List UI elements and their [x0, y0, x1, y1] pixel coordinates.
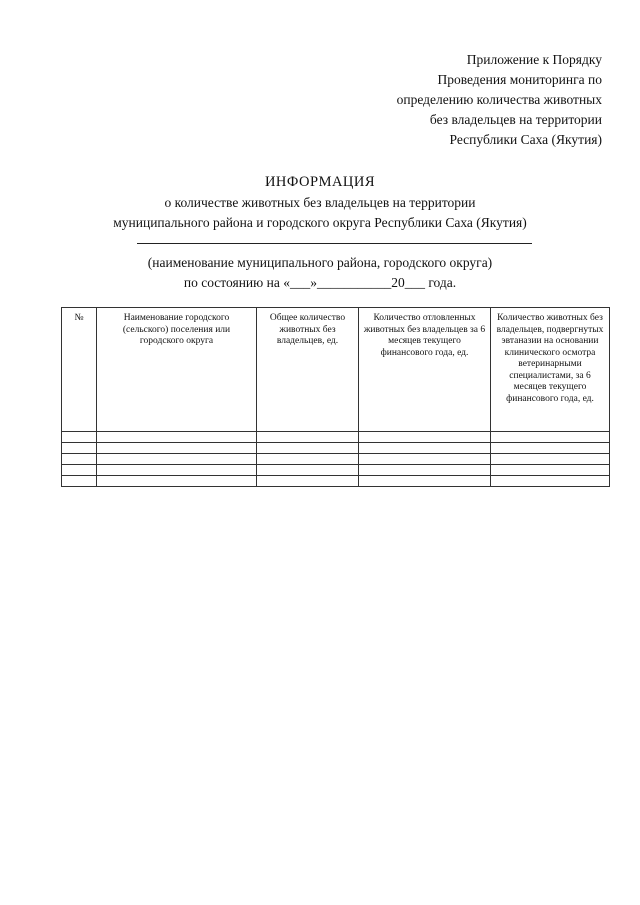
table-cell[interactable]	[359, 454, 491, 465]
report-table	[61, 307, 610, 487]
column-header-captured: Количество отловленных животных без владельцев за 6 месяцев текущего финансового года, ед.	[359, 308, 491, 432]
appendix-line: Проведения мониторинга по	[437, 72, 602, 87]
table-cell[interactable]	[257, 476, 359, 487]
table-cell[interactable]	[62, 432, 97, 443]
table-row	[62, 465, 610, 476]
column-header-total: Общее количество животных без владельцев, ед.	[257, 308, 359, 432]
document-subtitle	[0, 193, 640, 233]
table-cell[interactable]	[62, 465, 97, 476]
table-cell[interactable]	[257, 443, 359, 454]
column-header-euthanized: Количество животных без владельцев, подвергнутых эвтаназии на основании клинического осмотра ветеринарными специалистами, за 6 месяцев текущего финансового года, ед.	[491, 308, 610, 432]
table-cell[interactable]	[491, 454, 610, 465]
table-cell[interactable]	[62, 443, 97, 454]
table-cell[interactable]	[62, 454, 97, 465]
table-row	[62, 476, 610, 487]
appendix-line: без владельцев на территории	[429, 112, 602, 127]
table-cell[interactable]	[257, 454, 359, 465]
caption-line: (наименование муниципального района, городского округа)	[147, 255, 493, 270]
table-cell[interactable]	[491, 432, 610, 443]
table-cell[interactable]	[97, 465, 257, 476]
appendix-note	[302, 50, 602, 150]
column-header-settlement: Наименование городского (сельского) поселения или городского округа	[97, 308, 257, 432]
fill-in-line	[137, 243, 532, 244]
table-cell[interactable]	[491, 465, 610, 476]
table-cell[interactable]	[97, 454, 257, 465]
appendix-line: определению количества животных	[396, 92, 602, 107]
column-header-number: №	[62, 308, 97, 432]
subtitle-line: муниципального района и городского округа Республики Саха (Якутия)	[113, 215, 527, 230]
table-cell[interactable]	[97, 432, 257, 443]
table-cell[interactable]	[359, 465, 491, 476]
date-line: по состоянию на «___»___________20___ года.	[183, 275, 457, 290]
table-row	[62, 432, 610, 443]
table-row	[62, 443, 610, 454]
table-cell[interactable]	[62, 476, 97, 487]
table-cell[interactable]	[97, 443, 257, 454]
table-cell[interactable]	[257, 465, 359, 476]
table-cell[interactable]	[359, 443, 491, 454]
document-title: ИНФОРМАЦИЯ	[264, 174, 376, 190]
table-cell[interactable]	[97, 476, 257, 487]
table-cell[interactable]	[257, 432, 359, 443]
appendix-line: Республики Саха (Якутия)	[449, 132, 602, 147]
table-row	[62, 454, 610, 465]
subtitle-line: о количестве животных без владельцев на территории	[164, 195, 476, 210]
table-cell[interactable]	[359, 432, 491, 443]
appendix-line: Приложение к Порядку	[466, 52, 602, 67]
table-cell[interactable]	[491, 476, 610, 487]
table-header-row	[62, 308, 610, 432]
table-cell[interactable]	[491, 443, 610, 454]
table-cell[interactable]	[359, 476, 491, 487]
fill-in-caption	[0, 253, 640, 293]
